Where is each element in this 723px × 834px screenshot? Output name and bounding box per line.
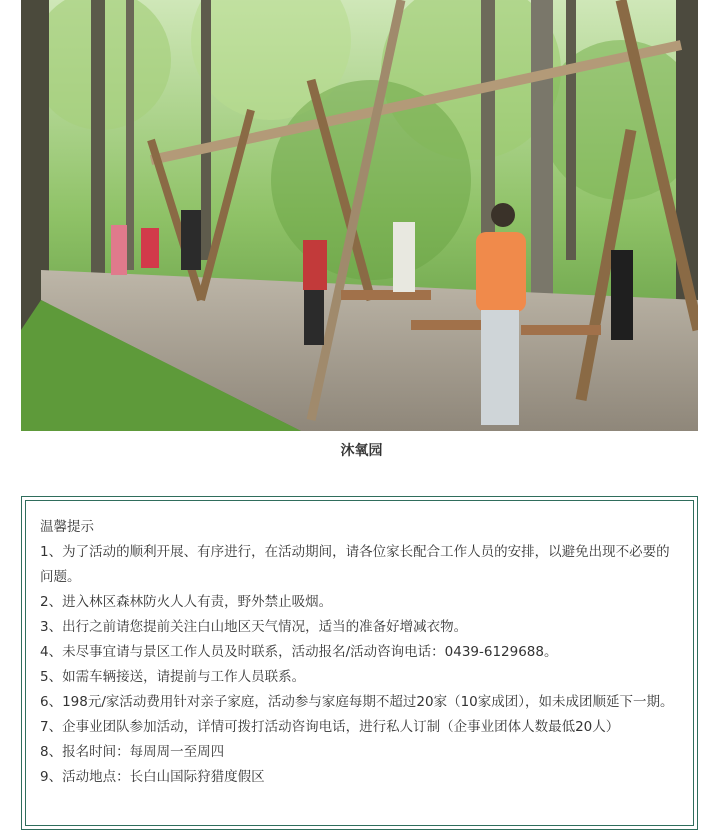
tip-item: 2、进入林区森林防火人人有责，野外禁止吸烟。 [40,594,333,610]
tips-title: 温馨提示 [40,519,94,535]
tips-inner-border [25,500,694,826]
tip-item: 8、报名时间：每周周一至周四 [40,744,225,760]
tips-content [26,501,693,790]
tip-item: 5、如需车辆接送，请提前与工作人员联系。 [40,669,306,685]
tip-item: 7、企事业团队参加活动，详情可拨打活动咨询电话，进行私人订制（企事业团体人数最低20人） [40,719,620,735]
tip-item: 6、198元/家活动费用针对亲子家庭，活动参与家庭每期不超过20家（10家成团），如未成团顺延下一期。 [40,694,674,710]
forest-swing-photo [21,0,698,431]
tip-item: 9、活动地点：长白山国际狩猎度假区 [40,769,265,785]
tip-item: 4、未尽事宜请与景区工作人员及时联系，活动报名/活动咨询电话：0439-6129688。 [40,644,558,660]
photo-caption: 沐氧园 [340,443,383,459]
tips-box [21,496,698,830]
tip-item: 1、为了活动的顺利开展、有序进行，在活动期间，请各位家长配合工作人员的安排，以避免出现不必要的问题。 [40,544,670,585]
tip-item: 3、出行之前请您提前关注白山地区天气情况，适当的准备好增减衣物。 [40,619,468,635]
